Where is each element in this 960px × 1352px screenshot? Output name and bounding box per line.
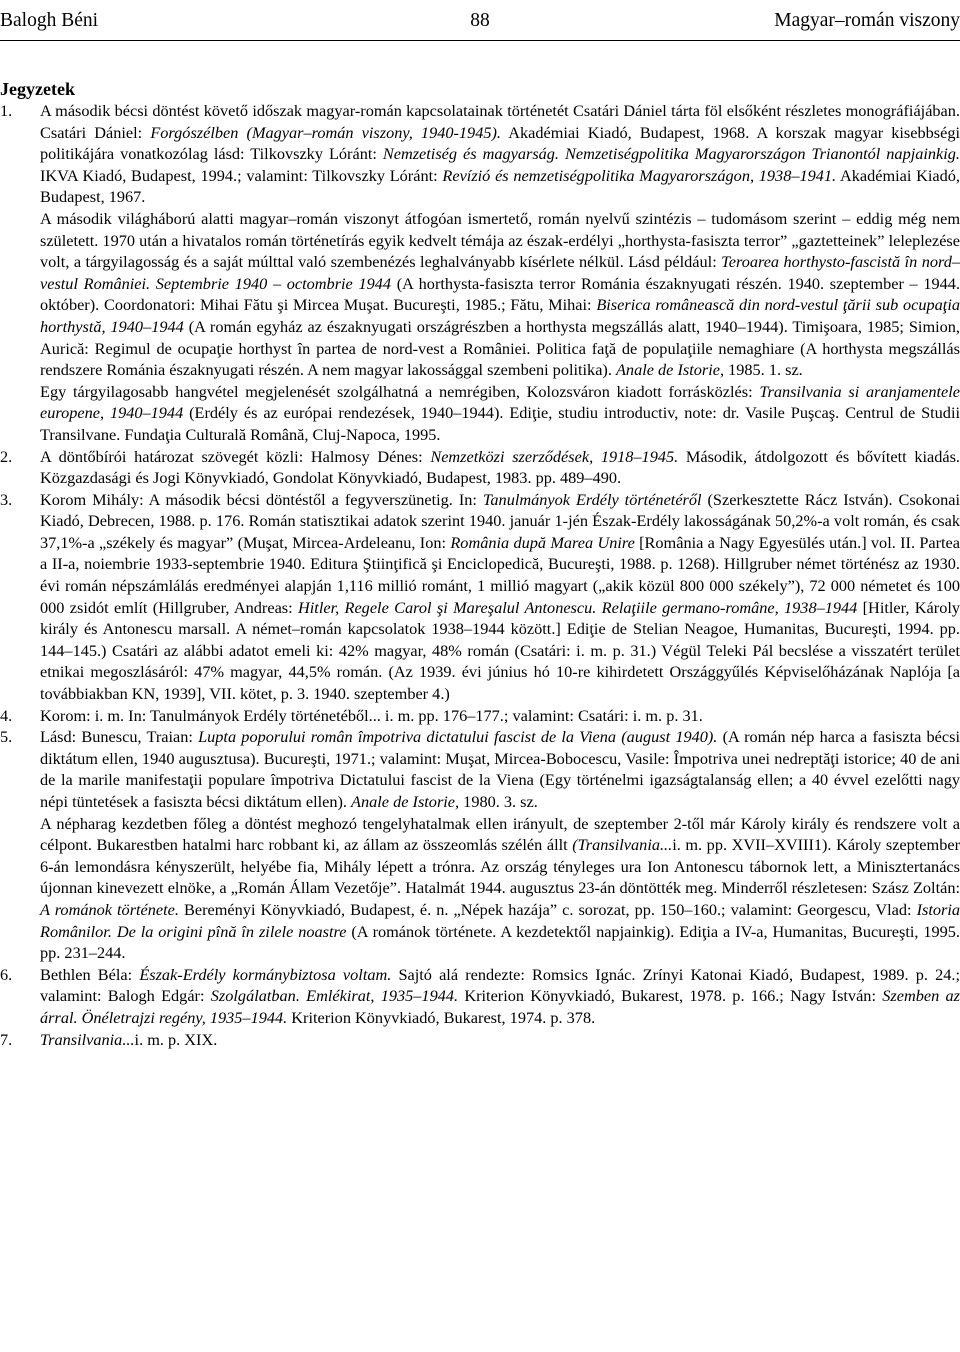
endnote-number: 2. bbox=[0, 446, 13, 466]
endnote-paragraph bbox=[40, 1029, 960, 1051]
text-run: IKVA Kiadó, Budapest, 1994.; valamint: Tilkovszky Lóránt: bbox=[40, 165, 443, 185]
endnote-paragraph bbox=[40, 705, 960, 727]
endnote-number: 5. bbox=[0, 727, 13, 747]
text-run: Második, átdolgozott és bővített kiadás. Közgazdasági és Jogi Könyvkiadó, Gondolat Könyvkiadó, Budapest, 1983. pp. 489–490. bbox=[40, 446, 960, 488]
endnote-paragraph bbox=[40, 381, 960, 446]
italic-text: Lupta poporului român împotriva dictatului fascist de la Viena (august 1940). bbox=[198, 727, 718, 747]
italic-text: România după Marea Unire bbox=[450, 532, 635, 552]
text-run: (A román nép harca a fasiszta bécsi diktátum ellen, 1940 augusztusa). Bucureşti, 1971.; valamint: Muşat, Mircea-Bobocescu, Vasile: Împotriva unei nedreptăţi istorice; 40 de ani de la marile manifestaţii populare împotriva Dictatului fascist de la Viena (Egy történelmi igazságtalanság ellen; a 40 évvel ezelőtti nagy népi tüntetések a fasiszta bécsi diktátum ellen). bbox=[40, 727, 960, 811]
text-run: i. m. p. XIX. bbox=[134, 1029, 218, 1049]
endnote bbox=[0, 1029, 960, 1051]
endnote bbox=[0, 726, 960, 964]
text-run: A második világháború alatti magyar–román viszonyt átfogóan ismertető, román nyelvű szintézis – tudomásom szerint – eddig még nem született. 1970 után a hivatalos román történetírás egyik kedvelt témája az észak-erdélyi „horthysta-fasiszta terror” „gaztetteinek” leleplezése volt, a tárgyilagosság és a saját múlttal való szembenézés leghalványabb kísérlete nélkül. Lásd például: bbox=[40, 208, 960, 272]
text-run: Lásd: Bunescu, Traian: bbox=[40, 727, 199, 747]
endnote-paragraph bbox=[40, 489, 960, 705]
italic-text: Teroarea horthysto-fascistă în nord–vestul României. Septembrie 1940 – octombrie 1944 bbox=[40, 252, 960, 293]
text-run: Bethlen Béla: bbox=[40, 964, 140, 984]
italic-text: Anale de Istorie, bbox=[615, 360, 725, 380]
endnote-paragraph bbox=[40, 100, 960, 208]
text-run: 1980. 3. sz. bbox=[459, 792, 538, 811]
text-run: [România a Nagy Egyesülés után.] vol. II. Partea a II-a, noiembrie 1933-septembrie 1940. Editura Ştiinţifică şi Enciclopedică, Bucureşti, 1988. p. 1268). Hillgruber német történész az 1930. évi román népszámlálás eredményei alapján 1,116 millió románt, 1 millió magyart („akik közül 800 000 székely”), 72 000 németet és 100 000 zsidót említ (Hillgruber, Andreas: bbox=[40, 532, 960, 617]
italic-text: Istoria Românilor. De la origini pînă în zilele noastre bbox=[40, 899, 960, 941]
section-title: Jegyzetek bbox=[0, 79, 75, 99]
endnote-number: 1. bbox=[0, 101, 13, 120]
italic-text: Hitler, Regele Carol şi Mareşalul Antonescu. Relaţiile germano-române, 1938–1944 bbox=[298, 597, 858, 617]
text-run: Kriterion Könyvkiadó, Bukarest, 1978. p. 166.; Nagy István: bbox=[458, 986, 883, 1006]
endnote-paragraph bbox=[40, 813, 960, 964]
italic-text: Transilvania... bbox=[40, 1029, 135, 1049]
header-author: Balogh Béni bbox=[0, 10, 99, 31]
italic-text: Anale de Istorie, bbox=[351, 792, 460, 811]
italic-text: Transilvania si aranjamentele europene, 1940–1944 bbox=[40, 381, 960, 423]
endnote-paragraph bbox=[40, 208, 960, 381]
endnote-number: 3. bbox=[0, 489, 13, 509]
text-run: (A horthysta-fasiszta terror Románia északnyugati részén. 1940. szeptember – 1944. október). Coordonatori: Mihai Fătu şi Mircea Muşat. Bucureşti, 1985.; Fătu, Mihai: bbox=[40, 273, 960, 315]
endnote bbox=[0, 446, 960, 489]
text-run: A népharag kezdetben főleg a döntést meghozó tengelyhatalmak ellen irányult, de szeptember 2-től már Károly király és rendszere volt a célpont. Bukarestben hatalmi harc robbant ki, az állam az összeomlás szélén állt bbox=[40, 813, 960, 855]
endnote bbox=[0, 964, 960, 1029]
text-run: Egy tárgyilagosabb hangvétel megjelenését szolgálhatná a nemrégiben, Kolozsváron kiadott forrásközlés: bbox=[40, 381, 760, 401]
italic-text: Revízió és nemzetiségpolitika Magyarországon, 1938–1941. bbox=[442, 165, 837, 185]
endnote-paragraph bbox=[40, 726, 960, 812]
italic-text: Észak-Erdély kormánybiztosa voltam. bbox=[139, 964, 392, 984]
endnote-paragraph bbox=[40, 446, 960, 489]
endnote-paragraph bbox=[40, 964, 960, 1029]
endnotes-list bbox=[0, 100, 960, 1050]
text-run: A döntőbírói határozat szövegét közli: Halmosy Dénes: bbox=[40, 446, 431, 466]
text-run: Akadémiai Kiadó, Budapest, 1968. A korszak magyar kisebbségi politikájára vonatkozólag lásd: Tilkovszky Lóránt: bbox=[40, 122, 960, 164]
text-run: (Erdély és az európai rendezések, 1940–1944). Ediţie, studiu introductiv, note: dr. Vasile Puşcaş. Centrul de Studii Transilvane. Fundaţia Culturală Română, Cluj-Napoca, 1995. bbox=[40, 403, 960, 444]
italic-text: A románok története. bbox=[40, 899, 179, 919]
italic-text: Tanulmányok Erdély történetéről bbox=[482, 489, 702, 509]
header-running-title: Magyar–román viszony bbox=[774, 10, 960, 31]
italic-text: Nemzetiség és magyarság. Nemzetiségpolitika Magyarországon Trianontól napjainkig. bbox=[382, 144, 960, 164]
text-run: Korom: i. m. In: Tanulmányok Erdély történetéből... i. m. pp. 176–177.; valamint: Csatári: i. m. p. 31. bbox=[40, 705, 703, 725]
text-run: Akadémiai Kiadó, Budapest, 1967. bbox=[40, 165, 960, 207]
text-run: Bereményi Könyvkiadó, Budapest, é. n. „Népek hazája” c. sorozat, pp. 150–160.; valamint: Georgescu, Vlad: bbox=[178, 899, 917, 919]
italic-text: Nemzetközi szerződések, 1918–1945. bbox=[430, 446, 679, 466]
text-run: A második bécsi döntést követő időszak magyar-román kapcsolatainak történetét Csatári Dániel tárta föl elsőként részletes monográfiájában. Csatári Dániel: bbox=[40, 101, 960, 142]
text-run: [Hitler, Károly király és Antonescu marsall. A német–román kapcsolatok 1938–1944 között.] Ediţie de Stelian Neagoe, Humanitas, Bucureşti, 1994. pp. 144–145.) Csatári az alábbi adatot emeli ki: 42% magyar, 48% román (Csatári: i. m. p. 31.) Végül Teleki Pál becslése a visszatért terület etnikai megoszlásáról: 47% magyar, 44,5% román. (Az 1939. évi június hó 10-re kihirdetett Országgyűlés Képviselőházának Naplója [a továbbiakban KN, 1939], VII. kötet, p. 3. 1940. szeptember 4.) bbox=[40, 597, 960, 704]
text-run: Korom Mihály: A második bécsi döntéstől a fegyverszünetig. In: bbox=[40, 489, 483, 509]
italic-text: Forgószélben (Magyar–román viszony, 1940-1945). bbox=[150, 122, 501, 142]
text-run: (A román egyház az északnyugati országrészben a horthysta megszállás alatt, 1940–1944). Timişoara, 1985; Simion, Aurică: Regimul de ocupaţie horthyst în partea de nord-vest a României. Politica faţă de populaţiile nemaghiare (A horthysta megszállás rendszere Románia északnyugati részén. A nem magyar lakossággal szembeni politika). bbox=[40, 316, 960, 380]
header-page-number: 88 bbox=[470, 10, 490, 31]
endnote bbox=[0, 100, 960, 446]
text-run: (A románok története. A kezdetektől napjainkig). Ediţia a IV-a, Humanitas, Bucureşti, 1995. pp. 231–244. bbox=[40, 921, 960, 963]
text-run: Kriterion Könyvkiadó, Bukarest, 1974. p. 378. bbox=[287, 1007, 596, 1027]
endnote bbox=[0, 705, 960, 727]
text-run: 1985. 1. sz. bbox=[724, 360, 803, 380]
italic-text: Szolgálatban. Emlékirat, 1935–1944. bbox=[210, 986, 459, 1006]
italic-text: (Transilvania... bbox=[572, 835, 673, 855]
endnote-number: 7. bbox=[0, 1029, 13, 1049]
italic-text: Szemben az árral. Önéletrajzi regény, 1935–1944. bbox=[40, 986, 960, 1027]
header-rule bbox=[0, 40, 960, 41]
page-header bbox=[0, 8, 960, 34]
endnote bbox=[0, 489, 960, 705]
text-run: i. m. pp. XVII–XVIII1). Károly szeptember 6-án lemondásra kényszerült, helyébe fia, Mihály lépett a trónra. Az ország tényleges ura Ion Antonescu tábornok lett, a Minisztertanács újonnan kinevezett elnöke, a „Román Állam Vezetője”. Hatalmát 1944. augusztus 23-án döntötték meg. Minderről részletesen: Szász Zoltán: bbox=[40, 835, 960, 898]
endnote-number: 6. bbox=[0, 964, 13, 984]
text-run: (Szerkesztette Rácz István). Csokonai Kiadó, Debrecen, 1988. p. 176. Román statisztikai adatok szerint 1940. január 1-jén Észak-Erdély lakosságának 50,2%-a volt román, és csak 37,1%-a „székely és magyar” (Muşat, Mircea-Ardeleanu, Ion: bbox=[40, 489, 960, 552]
italic-text: Biserica românească din nord-vestul ţării sub ocupaţia horthystă, 1940–1944 bbox=[40, 295, 960, 336]
endnote-number: 4. bbox=[0, 705, 13, 725]
text-run: Sajtó alá rendezte: Romsics Ignác. Zrínyi Katonai Kiadó, Budapest, 1989. p. 24.; valamint: Balogh Edgár: bbox=[40, 964, 960, 1006]
